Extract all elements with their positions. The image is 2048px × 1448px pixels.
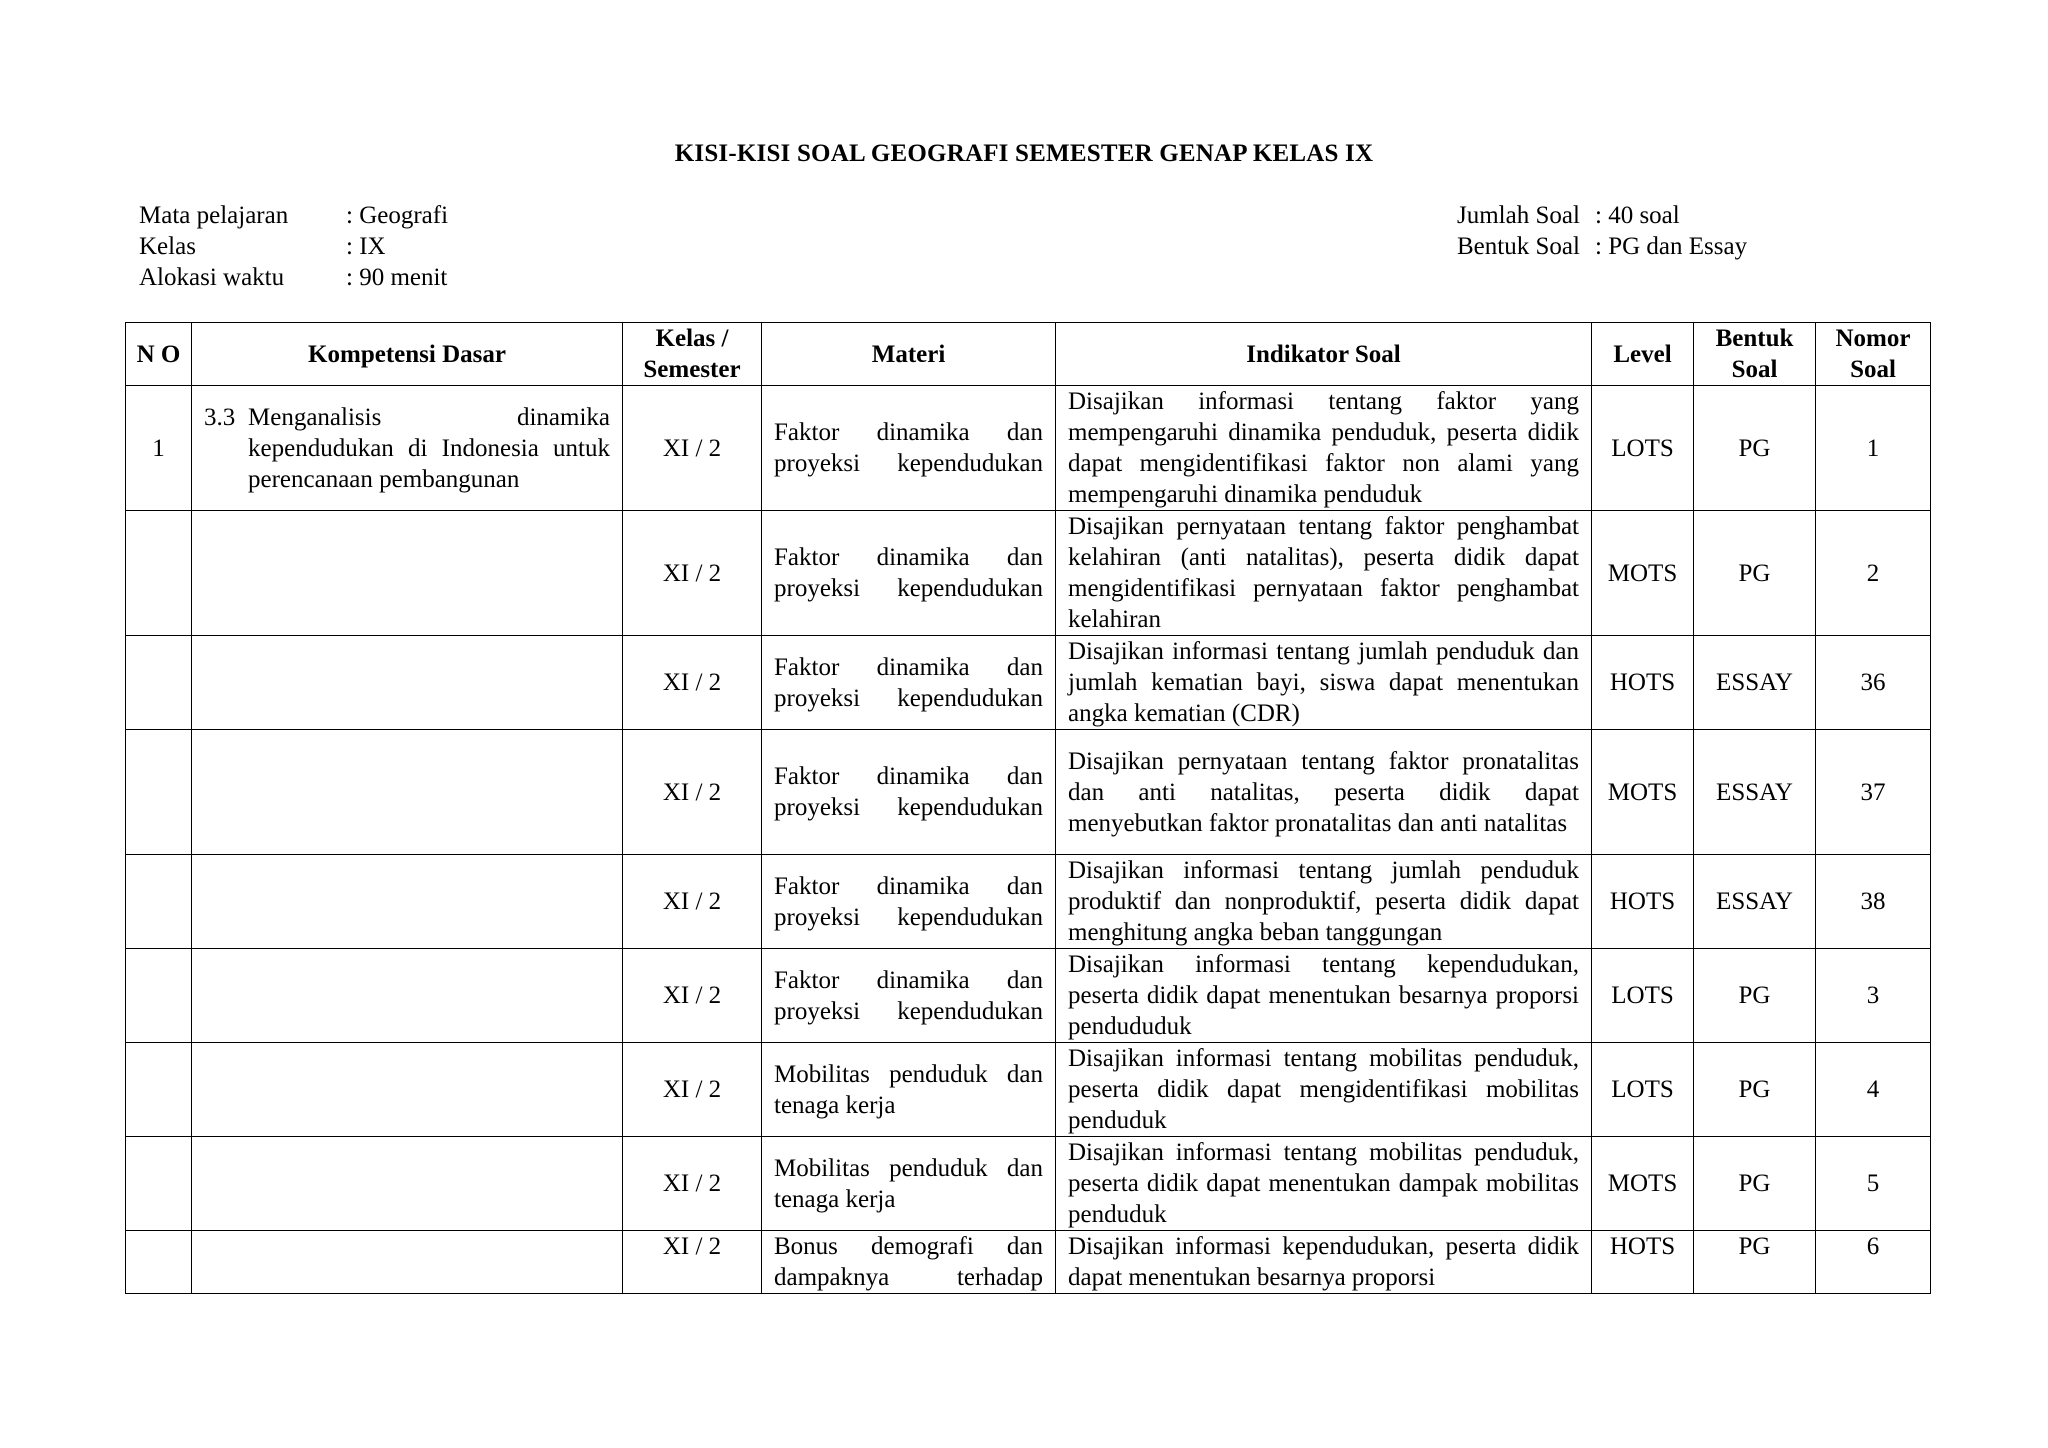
cell-bentuk: ESSAY: [1694, 730, 1816, 855]
cell-no: 1: [126, 386, 192, 511]
meta-value: : 90 menit: [346, 264, 448, 291]
cell-nomor: 1: [1816, 386, 1931, 511]
cell-kompetensi-dasar: [192, 1231, 623, 1294]
cell-indikator: Disajikan informasi tentang kependudukan, peserta didik dapat menentukan besarnya proporsi pendududuk: [1056, 949, 1592, 1043]
cell-materi: Faktor dinamika dan proyeksi kependudukan: [762, 386, 1056, 511]
cell-bentuk: ESSAY: [1694, 636, 1816, 730]
cell-bentuk: PG: [1694, 1137, 1816, 1231]
meta-value: : 40 soal: [1595, 202, 1680, 229]
cell-no: [126, 1231, 192, 1294]
cell-level: HOTS: [1592, 1231, 1694, 1294]
cell-kompetensi-dasar: [192, 636, 623, 730]
cell-no: [126, 1137, 192, 1231]
meta-info-right: [1457, 200, 1747, 262]
cell-materi: Mobilitas penduduk dan tenaga kerja: [762, 1043, 1056, 1137]
cell-indikator: Disajikan informasi tentang faktor yang mempengaruhi dinamika penduduk, peserta didik dapat mengidentifikasi faktor non alami yang mempengaruhi dinamika penduduk: [1056, 386, 1592, 511]
cell-kompetensi-dasar: [192, 855, 623, 949]
cell-nomor: 5: [1816, 1137, 1931, 1231]
meta-value: : Geografi: [346, 202, 449, 229]
cell-kelas: XI / 2: [623, 949, 762, 1043]
cell-bentuk: PG: [1694, 386, 1816, 511]
meta-row-class: [139, 231, 448, 262]
cell-kompetensi-dasar: [192, 1043, 623, 1137]
cell-indikator: Disajikan informasi tentang mobilitas penduduk, peserta didik dapat mengidentifikasi mobilitas penduduk: [1056, 1043, 1592, 1137]
cell-indikator: Disajikan informasi tentang jumlah penduduk produktif dan nonproduktif, peserta didik dapat menghitung angka beban tanggungan: [1056, 855, 1592, 949]
cell-no: [126, 855, 192, 949]
cell-kompetensi-dasar: [192, 949, 623, 1043]
table-row: [126, 1043, 1931, 1137]
meta-row-time: [139, 262, 448, 293]
cell-indikator: Disajikan informasi kependudukan, peserta didik dapat menentukan besarnya proporsi: [1056, 1231, 1592, 1294]
cell-no: [126, 730, 192, 855]
cell-level: MOTS: [1592, 730, 1694, 855]
meta-label: Kelas: [139, 233, 196, 260]
blueprint-table: [125, 322, 1931, 1294]
cell-level: MOTS: [1592, 1137, 1694, 1231]
cell-materi: Faktor dinamika dan proyeksi kependudukan: [762, 511, 1056, 636]
meta-info-left: [139, 200, 448, 293]
kd-text: Menganalisis dinamika kependudukan di Indonesia untuk perencanaan pembangunan: [248, 403, 610, 493]
cell-kelas: XI / 2: [623, 386, 762, 511]
meta-label: Mata pelajaran: [139, 202, 289, 229]
cell-kelas: XI / 2: [623, 511, 762, 636]
cell-level: LOTS: [1592, 1043, 1694, 1137]
cell-level: HOTS: [1592, 855, 1694, 949]
cell-kelas: XI / 2: [623, 1231, 762, 1294]
table-row: [126, 636, 1931, 730]
table-row: [126, 1137, 1931, 1231]
table-row: [126, 1231, 1931, 1294]
table-row: [126, 730, 1931, 855]
meta-value: : IX: [346, 233, 386, 260]
cell-materi: Mobilitas penduduk dan tenaga kerja: [762, 1137, 1056, 1231]
header-kompetensi-dasar: Kompetensi Dasar: [192, 323, 623, 386]
cell-nomor: 6: [1816, 1231, 1931, 1294]
cell-kompetensi-dasar: [192, 1137, 623, 1231]
kd-code: 3.3: [204, 403, 236, 431]
header-nomor-soal: Nomor Soal: [1816, 323, 1931, 386]
cell-no: [126, 949, 192, 1043]
cell-nomor: 3: [1816, 949, 1931, 1043]
cell-nomor: 2: [1816, 511, 1931, 636]
cell-indikator: Disajikan informasi tentang jumlah penduduk dan jumlah kematian bayi, siswa dapat menentukan angka kematian (CDR): [1056, 636, 1592, 730]
header-kelas-semester: Kelas / Semester: [623, 323, 762, 386]
cell-kompetensi-dasar: [192, 511, 623, 636]
cell-materi: Faktor dinamika dan proyeksi kependudukan: [762, 855, 1056, 949]
cell-nomor: 4: [1816, 1043, 1931, 1137]
meta-row-subject: [139, 200, 448, 231]
table-header-row: [126, 323, 1931, 386]
cell-nomor: 36: [1816, 636, 1931, 730]
cell-indikator: Disajikan pernyataan tentang faktor pronatalitas dan anti natalitas, peserta didik dapat menyebutkan faktor pronatalitas dan anti natalitas: [1056, 730, 1592, 855]
cell-no: [126, 1043, 192, 1137]
cell-indikator: Disajikan pernyataan tentang faktor penghambat kelahiran (anti natalitas), peserta didik dapat mengidentifikasi pernyataan faktor penghambat kelahiran: [1056, 511, 1592, 636]
table-row: [126, 386, 1931, 511]
cell-nomor: 37: [1816, 730, 1931, 855]
cell-kompetensi-dasar: [192, 386, 623, 511]
cell-materi: Faktor dinamika dan proyeksi kependudukan: [762, 730, 1056, 855]
meta-label: Bentuk Soal: [1457, 233, 1580, 260]
table-row: [126, 855, 1931, 949]
cell-kompetensi-dasar: [192, 730, 623, 855]
meta-label: Alokasi waktu: [139, 264, 285, 291]
cell-level: MOTS: [1592, 511, 1694, 636]
header-level: Level: [1592, 323, 1694, 386]
header-no: N O: [126, 323, 192, 386]
header-materi: Materi: [762, 323, 1056, 386]
table-row: [126, 949, 1931, 1043]
cell-indikator: Disajikan informasi tentang mobilitas penduduk, peserta didik dapat menentukan dampak mobilitas penduduk: [1056, 1137, 1592, 1231]
cell-materi: Faktor dinamika dan proyeksi kependudukan: [762, 636, 1056, 730]
cell-nomor: 38: [1816, 855, 1931, 949]
cell-level: HOTS: [1592, 636, 1694, 730]
cell-bentuk: PG: [1694, 511, 1816, 636]
cell-level: LOTS: [1592, 386, 1694, 511]
table-row: [126, 511, 1931, 636]
cell-materi: Faktor dinamika dan proyeksi kependudukan: [762, 949, 1056, 1043]
meta-row-question-form: [1457, 231, 1747, 262]
meta-row-question-count: [1457, 200, 1747, 231]
header-bentuk-soal: Bentuk Soal: [1694, 323, 1816, 386]
meta-value: : PG dan Essay: [1595, 233, 1748, 260]
cell-kelas: XI / 2: [623, 1043, 762, 1137]
cell-no: [126, 511, 192, 636]
cell-materi: Bonus demografi dan dampaknya terhadap: [762, 1231, 1056, 1294]
cell-bentuk: PG: [1694, 1043, 1816, 1137]
cell-kelas: XI / 2: [623, 1137, 762, 1231]
cell-bentuk: PG: [1694, 949, 1816, 1043]
cell-no: [126, 636, 192, 730]
cell-kelas: XI / 2: [623, 855, 762, 949]
header-indikator-soal: Indikator Soal: [1056, 323, 1592, 386]
cell-bentuk: PG: [1694, 1231, 1816, 1294]
cell-bentuk: ESSAY: [1694, 855, 1816, 949]
cell-level: LOTS: [1592, 949, 1694, 1043]
cell-kelas: XI / 2: [623, 730, 762, 855]
cell-kelas: XI / 2: [623, 636, 762, 730]
meta-label: Jumlah Soal: [1457, 202, 1580, 229]
document-title: KISI-KISI SOAL GEOGRAFI SEMESTER GENAP KELAS IX: [674, 140, 1374, 167]
